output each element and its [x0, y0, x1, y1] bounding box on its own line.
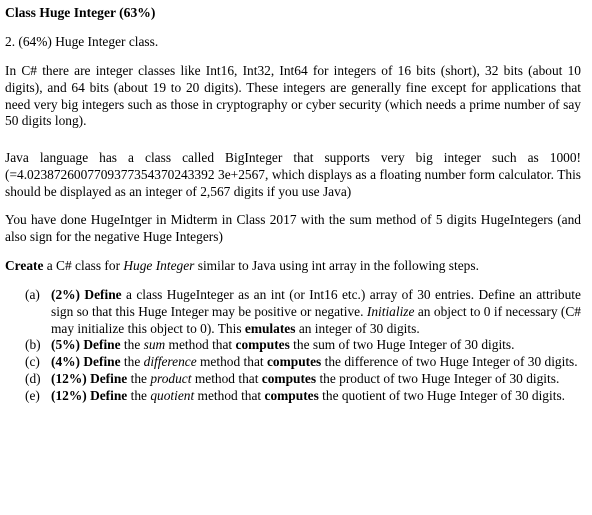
computes-keyword: computes — [235, 337, 290, 353]
instruction-paragraph — [5, 258, 581, 275]
item-text: the — [120, 354, 144, 370]
computes-keyword: computes — [261, 370, 317, 386]
item-text: the quotient of two Huge Integer of 30 digits. — [318, 387, 566, 403]
java-paragraph: Java language has a class called BigInteger that supports very big integer such as 1000! (=4.0238726007709377354370243392 3e+2567, which displays as a floating number form calculator. This should be displayed as an integer of 2,567 digits if you use Java) — [5, 150, 581, 199]
steps-list — [25, 287, 581, 405]
item-text: method that — [194, 387, 265, 403]
list-marker: (e) — [25, 387, 40, 403]
item-text: an integer of 30 digits. — [295, 320, 420, 336]
item-text: method that — [165, 337, 236, 353]
define-keyword: Define — [83, 337, 121, 353]
list-item-e — [25, 388, 581, 405]
item-text: an object to 0 if necessary (C# may initialize this object to 0). This — [51, 303, 581, 336]
item-text: the — [127, 387, 151, 403]
method-name: quotient — [150, 387, 195, 403]
initialize-term: Initialize — [366, 303, 415, 319]
intro-paragraph: In C# there are integer classes like Int16, Int32, Int64 for integers of 16 bits (short), 32 bits (about 10 digits), and 64 bits (about 19 to 20 digits). These integers are generally fine except for applications that need very big integers such as those in cryptography or cyber security (which needs a prime number of say 50 digits long). — [5, 63, 581, 129]
method-name: product — [150, 370, 192, 386]
computes-keyword: computes — [264, 387, 319, 403]
percent-label: (4%) — [51, 354, 81, 370]
computes-keyword: computes — [266, 354, 322, 370]
emulates-keyword: emulates — [244, 320, 296, 336]
list-item-a — [25, 287, 581, 337]
item-text: method that — [196, 354, 267, 370]
item-text: the — [120, 337, 144, 353]
define-keyword: Define — [84, 287, 122, 302]
list-marker: (d) — [25, 370, 41, 386]
list-marker: (c) — [25, 354, 40, 370]
document-title: Class Huge Integer (63%) — [5, 5, 156, 20]
instruction-text-end: similar to Java using int array in the following steps. — [194, 258, 479, 273]
method-name: difference — [143, 354, 197, 370]
method-name: sum — [143, 337, 166, 353]
huge-integer-term: Huge Integer — [123, 258, 195, 273]
define-keyword: Define — [90, 387, 128, 403]
list-item-b — [25, 337, 581, 354]
item-text: method that — [191, 370, 262, 386]
question-heading: 2. (64%) Huge Integer class. — [5, 34, 159, 49]
item-text: the product of two Huge Integer of 30 digits. — [316, 370, 560, 386]
item-text: the — [127, 370, 151, 386]
instruction-text: a C# class for — [43, 258, 124, 273]
list-marker: (a) — [25, 287, 40, 302]
list-marker: (b) — [25, 337, 41, 353]
percent-label: (2%) — [51, 287, 81, 302]
percent-label: (12%) — [51, 387, 87, 403]
list-item-d — [25, 371, 581, 388]
percent-label: (5%) — [51, 337, 81, 353]
define-keyword: Define — [90, 370, 128, 386]
item-text: a class HugeInteger as an int (or Int16 etc.) array of 30 entries. Define an attribute sign so that this Huge Integer may be positive or negative. — [51, 287, 581, 319]
define-keyword: Define — [83, 354, 121, 370]
midterm-paragraph: You have done HugeIntger in Midterm in Class 2017 with the sum method of 5 digits HugeIntegers (and also sign for the negative Huge Integers) — [5, 212, 581, 244]
item-text: the difference of two Huge Integer of 30 digits. — [321, 354, 578, 370]
item-text: the sum of two Huge Integer of 30 digits. — [289, 337, 515, 353]
list-item-c — [25, 354, 581, 371]
create-keyword: Create — [5, 258, 44, 273]
percent-label: (12%) — [51, 370, 87, 386]
